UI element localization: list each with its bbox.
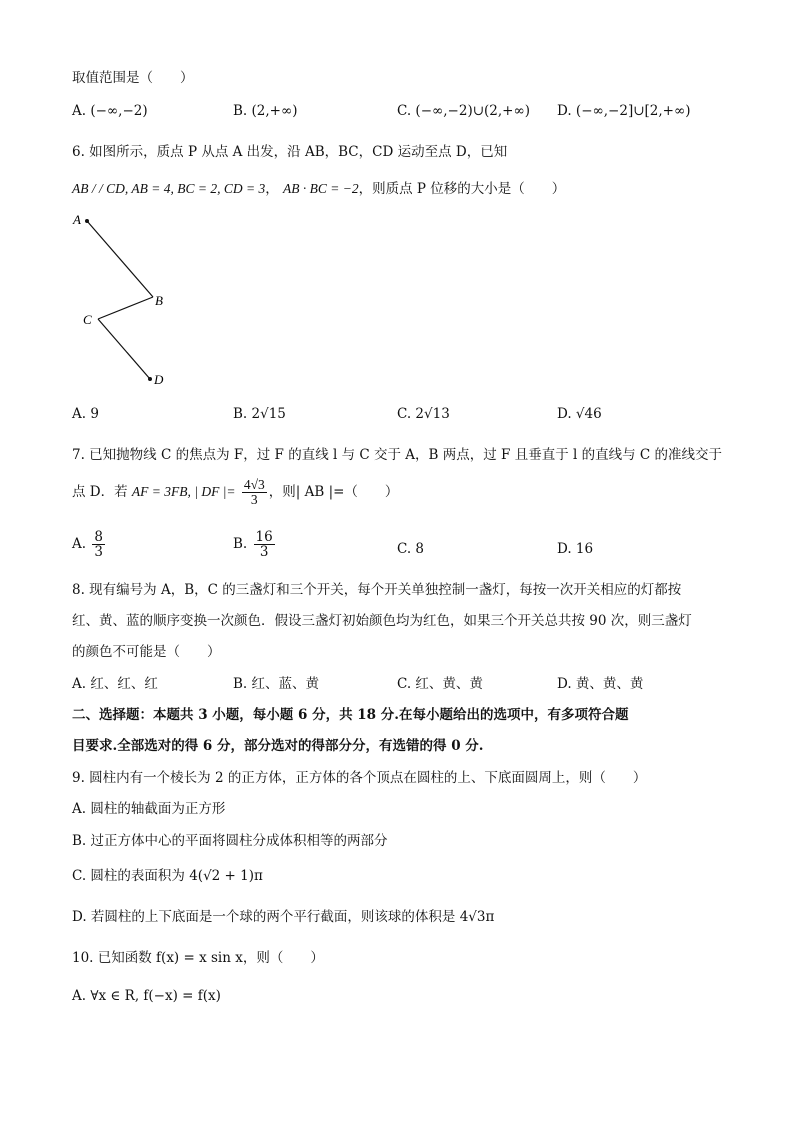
- q5-option-c: C. (−∞,−2)∪(2,+∞): [397, 103, 530, 119]
- point-d: [148, 377, 152, 381]
- q8-option-d: D. 黄、黄、黄: [557, 676, 644, 692]
- q7-question: ，则| AB |=（ ）: [268, 484, 399, 501]
- q5-option-d: D. (−∞,−2]∪[2,+∞): [557, 103, 691, 119]
- q9-option-d: D. 若圆柱的上下底面是一个球的两个平行截面，则该球的体积是 4√3π: [72, 909, 495, 925]
- q6-option-b: B. 2√15: [233, 406, 286, 422]
- label-a: A: [73, 212, 81, 227]
- q10-option-a: A. ∀x ∈ R, f(−x) = f(x): [72, 988, 221, 1004]
- q7-option-b-den: 3: [259, 544, 269, 561]
- q8-stem-line2: 红、黄、蓝的顺序变换一次颜色．假设三盏灯初始颜色均为红色，如果三个开关总共按 90 次，则三盏灯: [72, 613, 692, 629]
- q6-option-a: A. 9: [72, 406, 99, 422]
- q8-option-a: A. 红、红、红: [72, 676, 158, 692]
- q7-option-b: [233, 530, 277, 559]
- q8-option-c: C. 红、黄、黄: [397, 676, 483, 692]
- q9-option-c: C. 圆柱的表面积为 4(√2 + 1)π: [72, 868, 263, 884]
- q6-option-c: C. 2√13: [397, 406, 450, 422]
- q6-dot-product: AB · BC = −2: [283, 181, 359, 196]
- section2-heading-line1: 二、选择题：本题共 3 小题，每小题 6 分，共 18 分.在每小题给出的选项中，有多项符合题: [72, 707, 629, 723]
- q7-option-d: D. 16: [557, 541, 594, 557]
- q7-option-a-frac: [92, 530, 105, 559]
- q7-vector-eq: AF = 3FB, | DF |=: [131, 484, 236, 500]
- q9-option-b: B. 过正方体中心的平面将圆柱分成体积相等的两部分: [72, 833, 388, 849]
- q6-condition-math: AB / / CD, AB = 4, BC = 2, CD = 3: [72, 181, 266, 196]
- q7-option-a-den: 3: [94, 544, 103, 561]
- q8-stem-line3: 的颜色不可能是（ ）: [72, 644, 221, 660]
- label-b: B: [155, 293, 163, 308]
- q6-option-d: D. √46: [557, 406, 602, 422]
- q6-question: ，则质点 P 位移的大小是（ ）: [358, 181, 566, 197]
- q7-fraction: [242, 478, 267, 507]
- q7-option-a-label: A.: [72, 536, 87, 553]
- q7-option-b-frac: [254, 530, 275, 559]
- q7-option-c: C. 8: [397, 541, 425, 557]
- q7-condition: [72, 478, 398, 507]
- label-d: D: [154, 372, 164, 387]
- q7-option-b-label: B.: [233, 536, 248, 553]
- point-a: [85, 219, 89, 223]
- q7-option-a: [72, 530, 107, 559]
- q9-stem: 9. 圆柱内有一个棱长为 2 的正方体，正方体的各个顶点在圆柱的上、下底面圆周上，则（ ）: [72, 770, 647, 786]
- q5-stem-tail: 取值范围是（ ）: [72, 70, 194, 86]
- section2-heading-line2: 目要求.全部选对的得 6 分，部分选对的得部分分，有选错的得 0 分.: [72, 738, 484, 754]
- q7-fraction-den: 3: [250, 492, 258, 508]
- q7-lead: 点 D．若: [72, 484, 128, 501]
- q7-stem: 7. 已知抛物线 C 的焦点为 F，过 F 的直线 l 与 C 交于 A，B 两点，过 F 且垂直于 l 的直线与 C 的准线交于: [72, 447, 723, 463]
- q5-option-a: A. (−∞,−2): [72, 103, 148, 119]
- q6-conditions: AB / / CD, AB = 4, BC = 2, CD = 3， AB · BC = −2，则质点 P 位移的大小是（ ）: [72, 181, 566, 197]
- label-c: C: [83, 312, 92, 327]
- q6-stem: 6. 如图所示，质点 P 从点 A 出发，沿 AB，BC，CD 运动至点 D，已知: [72, 144, 508, 160]
- q7-option-b-num: 16: [255, 529, 273, 545]
- q7-option-a-num: 8: [94, 529, 103, 545]
- q10-stem: 10. 已知函数 f(x) = x sin x，则（ ）: [72, 950, 324, 966]
- q5-option-b: B. (2,+∞): [233, 103, 298, 119]
- q6-figure: [70, 208, 180, 393]
- q9-option-a: A. 圆柱的轴截面为正方形: [72, 801, 226, 817]
- q8-option-b: B. 红、蓝、黄: [233, 676, 320, 692]
- q8-stem-line1: 8. 现有编号为 A，B，C 的三盏灯和三个开关，每个开关单独控制一盏灯，每按一次开关相应的灯都按: [72, 582, 682, 598]
- q7-fraction-num: 4√3: [243, 477, 265, 492]
